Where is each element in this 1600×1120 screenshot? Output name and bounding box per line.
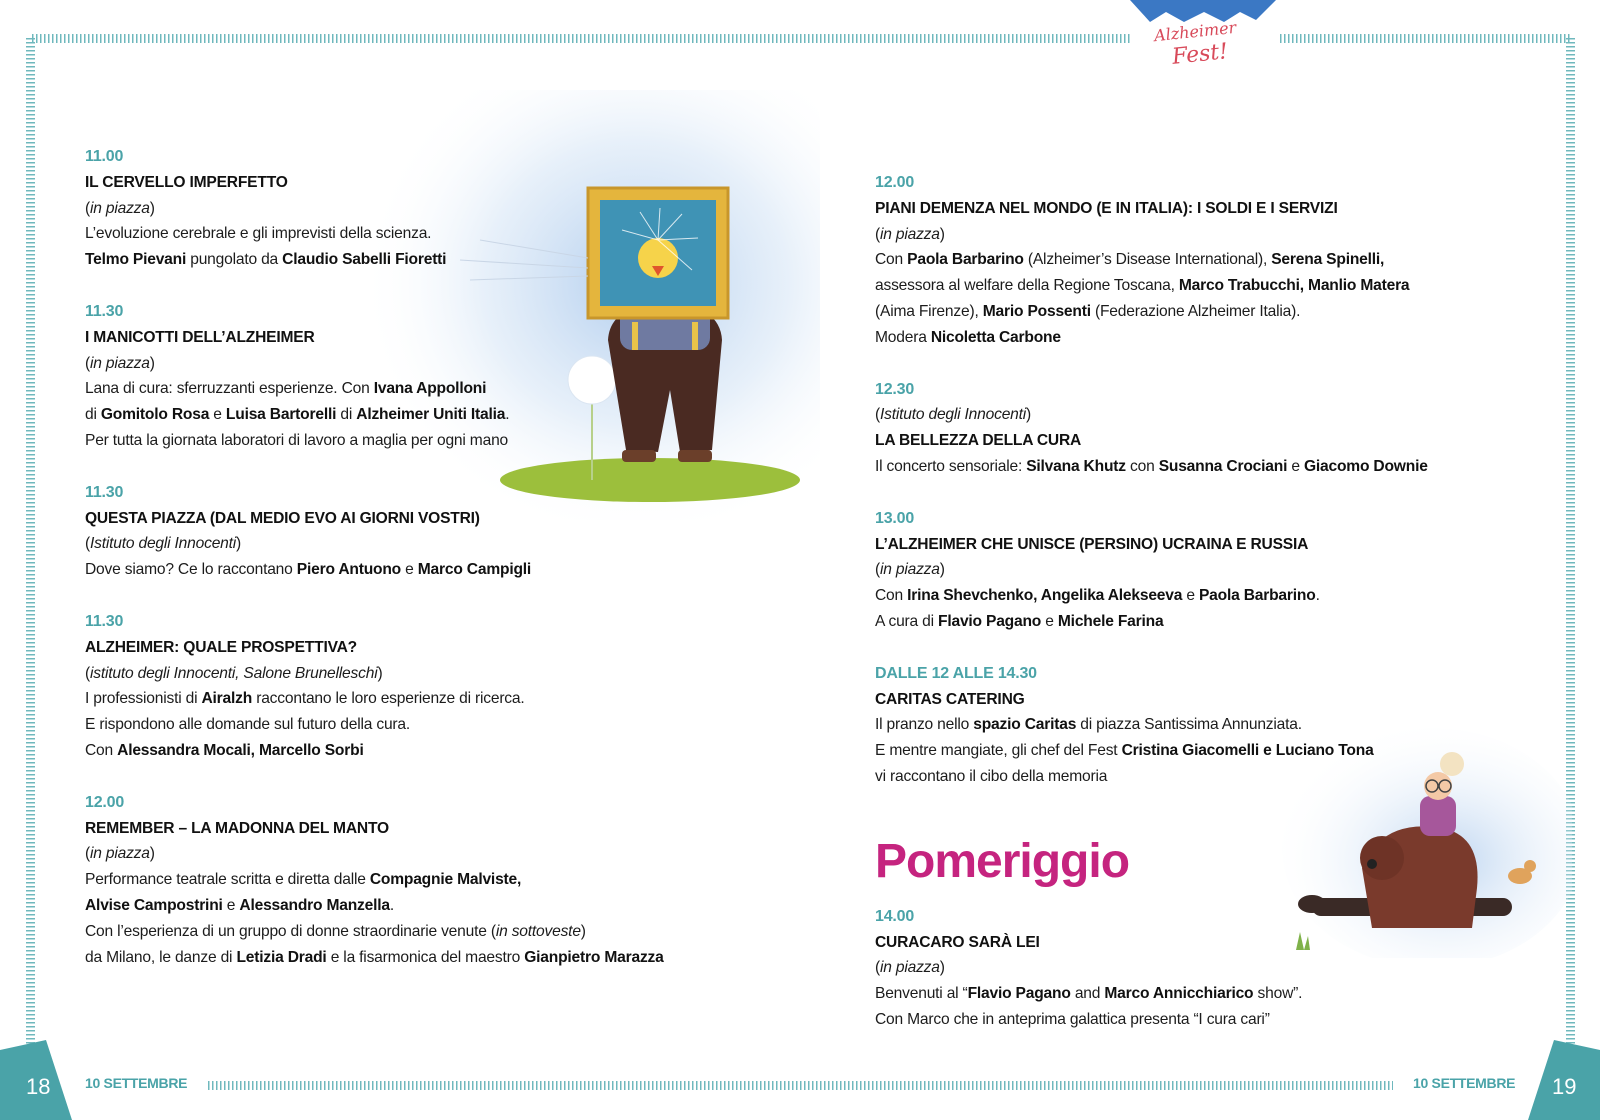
event-people: Telmo Pievani pungolato da Claudio Sabelli Fioretti (85, 251, 447, 269)
event-title: REMEMBER – LA MADONNA DEL MANTO (85, 819, 389, 837)
event-line: di Gomitolo Rosa e Luisa Bartorelli di Alzheimer Uniti Italia. (85, 406, 510, 424)
top-border-right (1280, 34, 1570, 43)
event-line: I professionisti di Airalzh raccontano le loro esperienze di ricerca. (85, 690, 525, 708)
footer-date-right: 10 SETTEMBRE (1413, 1075, 1516, 1091)
event-title: PIANI DEMENZA NEL MONDO (E IN ITALIA): I SOLDI E I SERVIZI (875, 199, 1338, 217)
event-place: (in piazza) (875, 225, 945, 243)
event-title: I MANICOTTI DELL’ALZHEIMER (85, 328, 315, 346)
event-line: Benvenuti al “Flavio Pagano and Marco Annicchiarico show”. (875, 985, 1303, 1003)
page-number-right: 19 (1552, 1074, 1577, 1099)
event-time: 14.00 (875, 907, 915, 925)
event-line: Dove siamo? Ce lo raccontano Piero Antuono e Marco Campigli (85, 561, 532, 579)
event-line: E mentre mangiate, gli chef del Fest Cristina Giacomelli e Luciano Tona (875, 742, 1374, 760)
event-line: Lana di cura: sferruzzanti esperienze. Con Ivana Appolloni (85, 380, 487, 398)
event-time: 11.30 (85, 612, 124, 630)
event-description: L’evoluzione cerebrale e gli imprevisti della scienza. (85, 225, 432, 243)
event-block (85, 609, 775, 764)
event-title: ALZHEIMER: QUALE PROSPETTIVA? (85, 638, 358, 656)
event-line: assessora al welfare della Regione Toscana, Marco Trabucchi, Manlio Matera (875, 277, 1410, 295)
event-time: 11.30 (85, 302, 124, 320)
event-line: Con Paola Barbarino (Alzheimer’s Disease International), Serena Spinelli, (875, 251, 1385, 269)
event-time: 11.30 (85, 483, 124, 501)
event-place: (in piazza) (875, 959, 945, 977)
event-time: 12.30 (875, 380, 915, 398)
event-line: Il concerto sensoriale: Silvana Khutz con Susanna Crociani e Giacomo Downie (875, 457, 1428, 475)
event-line: Con Marco che in anteprima galattica presenta “I cura cari” (875, 1010, 1270, 1028)
event-place: (in piazza) (85, 354, 155, 372)
event-time: 12.00 (85, 793, 125, 811)
event-line: Con Irina Shevchenko, Angelika Alekseeva e Paola Barbarino. (875, 587, 1320, 605)
event-block (875, 377, 1555, 480)
event-block (875, 506, 1555, 635)
event-block (85, 790, 775, 971)
event-block (875, 170, 1555, 351)
event-block (875, 904, 1555, 1033)
event-title: IL CERVELLO IMPERFETTO (85, 173, 288, 191)
logo (1128, 0, 1278, 78)
event-line: (Aima Firenze), Mario Possenti (Federazione Alzheimer Italia). (875, 302, 1301, 320)
event-place: (in piazza) (85, 845, 155, 863)
event-title: L’ALZHEIMER CHE UNISCE (PERSINO) UCRAINA E RUSSIA (875, 535, 1309, 553)
event-time: DALLE 12 ALLE 14.30 (875, 664, 1037, 682)
event-title: CURACARO SARÀ LEI (875, 933, 1040, 951)
event-line: Performance teatrale scritta e diretta dalle Compagnie Malviste, (85, 871, 522, 889)
left-border (26, 38, 35, 1048)
page-number-tab-right (1528, 1040, 1600, 1120)
event-line: Alvise Campostrini e Alessandro Manzella. (85, 896, 395, 914)
page-number-left: 18 (26, 1074, 51, 1099)
event-place: (istituto degli Innocenti, Salone Brunelleschi) (85, 664, 383, 682)
event-time: 11.00 (85, 148, 124, 165)
event-line: Con l’esperienza di un gruppo di donne straordinarie venute (in sottoveste) (85, 922, 586, 940)
event-title: CARITAS CATERING (875, 690, 1025, 708)
page-number-tab-left (0, 1040, 72, 1120)
event-place: (Istituto degli Innocenti) (875, 406, 1032, 424)
event-place: (in piazza) (85, 199, 155, 217)
event-line: Il pranzo nello spazio Caritas di piazza Santissima Annunziata. (875, 716, 1302, 734)
event-place: (Istituto degli Innocenti) (85, 535, 242, 553)
event-title: LA BELLEZZA DELLA CURA (875, 432, 1082, 450)
footer-date-left: 10 SETTEMBRE (85, 1075, 188, 1091)
event-place: (in piazza) (875, 561, 945, 579)
top-border-left (32, 34, 1132, 43)
logo-line2: Fest! (1170, 39, 1230, 70)
left-column (85, 144, 775, 996)
event-line: vi raccontano il cibo della memoria (875, 767, 1108, 785)
event-time: 12.00 (875, 174, 915, 191)
event-time: 13.00 (875, 509, 915, 527)
event-line: Per tutta la giornata laboratori di lavoro a maglia per ogni mano (85, 431, 509, 449)
event-block (85, 144, 775, 273)
right-column (875, 170, 1555, 1059)
event-block (875, 661, 1555, 790)
event-line: da Milano, le danze di Letizia Dradi e la fisarmonica del maestro Gianpietro Marazza (85, 948, 664, 966)
event-line: E rispondono alle domande sul futuro della cura. (85, 716, 411, 734)
bottom-border (208, 1081, 1393, 1090)
logo-line1: Alzheimer (1153, 17, 1238, 46)
event-block (85, 480, 775, 583)
section-heading: Pomeriggio (875, 834, 1130, 888)
event-line: A cura di Flavio Pagano e Michele Farina (875, 612, 1164, 630)
event-title: QUESTA PIAZZA (DAL MEDIO EVO AI GIORNI VOSTRI) (85, 509, 480, 527)
event-line: Con Alessandra Mocali, Marcello Sorbi (85, 741, 364, 759)
event-block (85, 299, 775, 454)
event-line: Modera Nicoletta Carbone (875, 328, 1061, 346)
